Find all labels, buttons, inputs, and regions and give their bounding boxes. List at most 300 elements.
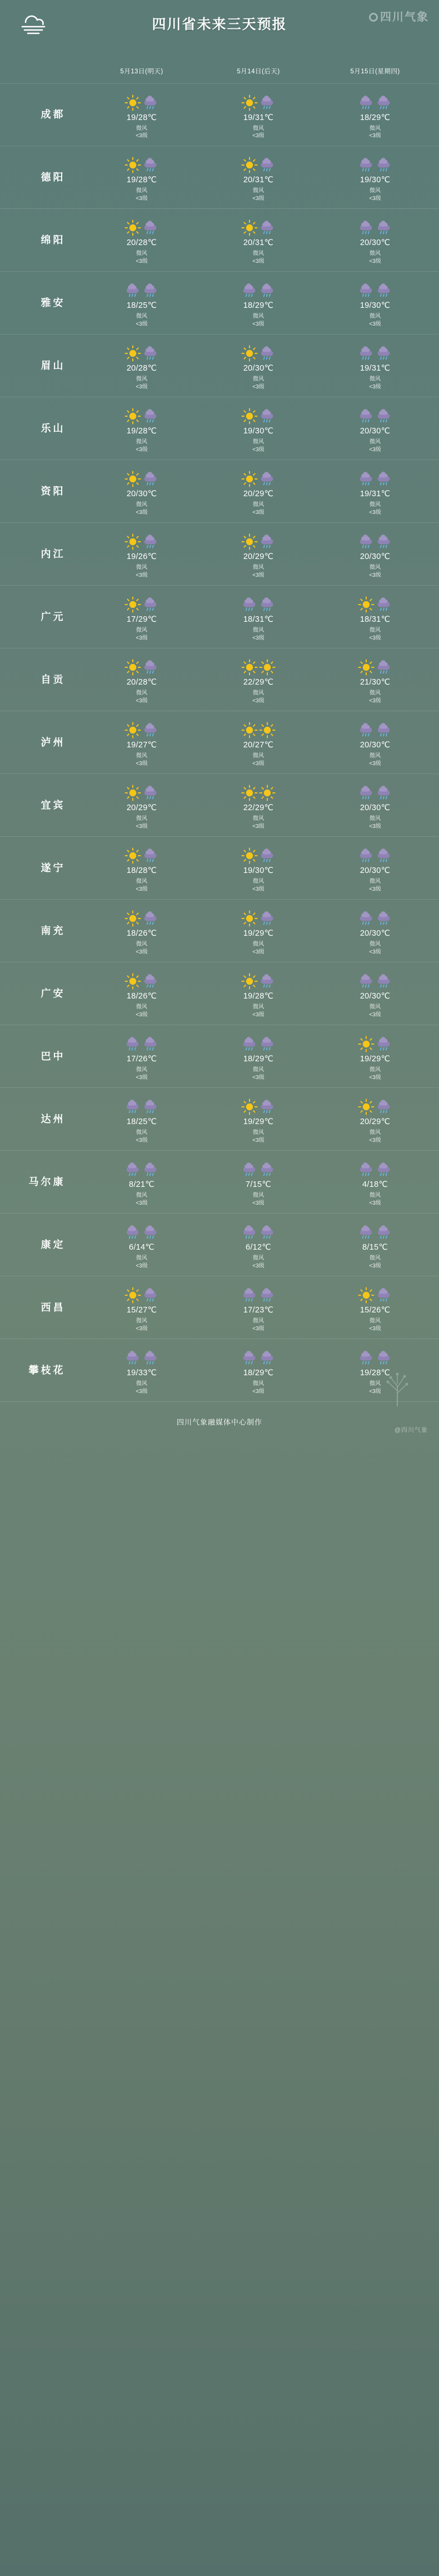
forecast-cell bbox=[83, 1088, 200, 1150]
forecast-cell bbox=[317, 1025, 433, 1087]
rain-cloud-icon bbox=[358, 533, 375, 550]
wind-level: <3级 bbox=[252, 823, 265, 830]
wind-label: 微风 bbox=[136, 690, 147, 696]
wind-label: 微风 bbox=[253, 376, 264, 382]
temperature-range: 18/26℃ bbox=[126, 929, 157, 938]
wind-info bbox=[369, 438, 381, 453]
city-name-char: 攀 bbox=[28, 1364, 39, 1376]
rain-cloud-icon bbox=[358, 1350, 375, 1366]
wind-level: <3级 bbox=[369, 509, 381, 516]
rain-cloud-icon bbox=[376, 345, 392, 362]
wind-level: <3级 bbox=[252, 258, 265, 264]
wind-label: 微风 bbox=[136, 1004, 147, 1010]
rain-cloud-icon bbox=[259, 1161, 276, 1178]
wind-info bbox=[252, 752, 264, 767]
wind-info bbox=[369, 690, 381, 705]
sun-icon bbox=[124, 533, 141, 550]
rain-cloud-icon bbox=[376, 533, 392, 550]
sun-icon bbox=[259, 722, 276, 738]
wind-level: <3级 bbox=[369, 446, 381, 453]
city-name-char: 安 bbox=[53, 987, 64, 999]
city-name-char: 安 bbox=[53, 297, 64, 308]
temperature-range: 20/27℃ bbox=[243, 741, 274, 750]
forecast-cells bbox=[83, 272, 439, 334]
forecast-cell bbox=[200, 272, 317, 334]
rain-cloud-icon bbox=[142, 596, 159, 613]
wind-info bbox=[252, 1066, 264, 1081]
wind-info bbox=[369, 627, 381, 642]
forecast-cells bbox=[83, 523, 439, 585]
forecast-cell bbox=[83, 1151, 200, 1213]
temperature-range: 19/26℃ bbox=[126, 552, 157, 561]
day-header-1: 5月14日(后天) bbox=[237, 68, 280, 75]
weather-icons bbox=[124, 343, 159, 362]
forecast-cell bbox=[200, 523, 317, 585]
temperature-range: 20/29℃ bbox=[360, 1117, 391, 1126]
wind-info bbox=[136, 878, 147, 893]
city-name bbox=[0, 1025, 83, 1087]
wind-level: <3级 bbox=[252, 1011, 265, 1018]
sun-icon bbox=[124, 722, 141, 738]
table-row bbox=[0, 397, 439, 460]
forecast-cells bbox=[83, 962, 439, 1025]
city-name bbox=[0, 1339, 83, 1401]
sun-icon bbox=[124, 847, 141, 864]
forecast-cell bbox=[317, 711, 433, 773]
table-row bbox=[0, 586, 439, 648]
wind-level: <3级 bbox=[252, 886, 265, 892]
wind-label: 微风 bbox=[136, 188, 147, 194]
weather-icons bbox=[241, 594, 276, 613]
wind-info bbox=[369, 1129, 381, 1144]
sun-icon bbox=[358, 596, 375, 613]
temperature-range: 18/29℃ bbox=[243, 1369, 274, 1377]
wind-info bbox=[136, 752, 147, 767]
city-name-char: 阳 bbox=[53, 485, 64, 497]
wind-label: 微风 bbox=[370, 565, 381, 571]
temperature-range: 20/28℃ bbox=[126, 678, 157, 687]
wind-level: <3级 bbox=[369, 886, 381, 892]
wind-level: <3级 bbox=[252, 1262, 265, 1269]
forecast-cell bbox=[200, 397, 317, 460]
rain-cloud-icon bbox=[241, 596, 258, 613]
sun-icon bbox=[358, 1099, 375, 1115]
temperature-range: 19/31℃ bbox=[360, 364, 391, 373]
temperature-range: 20/30℃ bbox=[360, 992, 391, 1001]
wind-level: <3级 bbox=[369, 1388, 381, 1395]
wind-level: <3级 bbox=[252, 635, 265, 641]
rain-cloud-icon bbox=[142, 157, 159, 173]
rain-cloud-icon bbox=[376, 659, 392, 676]
wind-info bbox=[252, 1004, 264, 1019]
wind-info bbox=[369, 1317, 381, 1332]
table-row bbox=[0, 83, 439, 146]
forecast-cell bbox=[83, 335, 200, 397]
wind-label: 微风 bbox=[136, 376, 147, 382]
forecast-cell bbox=[83, 1214, 200, 1276]
forecast-cells bbox=[83, 711, 439, 773]
temperature-range: 20/29℃ bbox=[126, 803, 157, 812]
wind-info bbox=[252, 564, 264, 579]
sun-icon bbox=[358, 659, 375, 676]
forecast-cell bbox=[200, 774, 317, 836]
wind-info bbox=[136, 1317, 147, 1332]
wind-label: 微风 bbox=[136, 313, 147, 319]
wind-info bbox=[369, 752, 381, 767]
weather-icons bbox=[358, 154, 392, 173]
forecast-cell bbox=[200, 460, 317, 522]
city-name bbox=[0, 84, 83, 146]
temperature-range: 18/31℃ bbox=[243, 615, 274, 624]
forecast-cells bbox=[83, 648, 439, 711]
table-row bbox=[0, 272, 439, 335]
wind-info bbox=[252, 250, 264, 265]
weather-icons bbox=[124, 971, 159, 990]
temperature-range: 19/31℃ bbox=[243, 113, 274, 122]
temperature-range: 20/31℃ bbox=[243, 238, 274, 247]
temperature-range: 17/29℃ bbox=[126, 615, 157, 624]
wind-label: 微风 bbox=[136, 502, 147, 508]
forecast-cell bbox=[317, 209, 433, 271]
weather-icons bbox=[241, 657, 276, 676]
sun-icon bbox=[241, 471, 258, 487]
wind-info bbox=[136, 125, 147, 140]
rain-cloud-icon bbox=[376, 408, 392, 425]
temperature-range: 22/29℃ bbox=[243, 803, 274, 812]
temperature-range: 20/30℃ bbox=[360, 741, 391, 750]
rain-cloud-icon bbox=[259, 596, 276, 613]
wind-level: <3级 bbox=[136, 133, 148, 139]
wind-level: <3级 bbox=[252, 1137, 265, 1144]
forecast-cell bbox=[317, 648, 433, 711]
rain-cloud-icon bbox=[259, 345, 276, 362]
wind-level: <3级 bbox=[136, 446, 148, 453]
rain-cloud-icon bbox=[241, 1224, 258, 1241]
city-name-char: 贡 bbox=[53, 673, 64, 685]
sun-icon bbox=[241, 722, 258, 738]
weather-icons bbox=[358, 531, 392, 550]
forecast-cells bbox=[83, 397, 439, 460]
weather-icons bbox=[241, 1096, 276, 1115]
rain-cloud-icon bbox=[376, 722, 392, 738]
wind-level: <3级 bbox=[369, 258, 381, 264]
temperature-range: 6/14℃ bbox=[128, 1243, 154, 1252]
sun-icon bbox=[124, 910, 141, 927]
rain-cloud-icon bbox=[124, 1036, 141, 1052]
brand-mark-icon bbox=[369, 13, 378, 22]
weather-icons bbox=[241, 1034, 276, 1052]
wind-info bbox=[136, 501, 147, 516]
weather-icons bbox=[241, 971, 276, 990]
temperature-range: 17/23℃ bbox=[243, 1306, 274, 1315]
wind-info bbox=[252, 313, 264, 328]
city-name-char: 阳 bbox=[53, 234, 64, 246]
rain-cloud-icon bbox=[376, 471, 392, 487]
rain-cloud-icon bbox=[376, 282, 392, 299]
wind-label: 微风 bbox=[253, 753, 264, 759]
wind-label: 微风 bbox=[370, 1004, 381, 1010]
rain-cloud-icon bbox=[358, 722, 375, 738]
brand-logo bbox=[362, 6, 429, 29]
wind-level: <3级 bbox=[252, 760, 265, 767]
temperature-range: 20/30℃ bbox=[360, 238, 391, 247]
wind-label: 微风 bbox=[253, 1318, 264, 1324]
rain-cloud-icon bbox=[259, 1099, 276, 1115]
forecast-cell bbox=[200, 1151, 317, 1213]
city-name-char: 泸 bbox=[41, 736, 52, 748]
rain-cloud-icon bbox=[142, 345, 159, 362]
wind-info bbox=[369, 941, 381, 956]
rain-cloud-icon bbox=[142, 219, 159, 236]
rain-cloud-icon bbox=[241, 282, 258, 299]
city-name bbox=[0, 774, 83, 836]
wind-level: <3级 bbox=[136, 1074, 148, 1081]
wind-label: 微风 bbox=[253, 1067, 264, 1073]
sun-icon bbox=[241, 219, 258, 236]
wind-info bbox=[136, 313, 147, 328]
rain-cloud-icon bbox=[142, 847, 159, 864]
wind-info bbox=[369, 376, 381, 391]
wind-label: 微风 bbox=[370, 376, 381, 382]
table-row bbox=[0, 146, 439, 209]
wind-level: <3级 bbox=[136, 195, 148, 202]
forecast-cells bbox=[83, 1151, 439, 1213]
table-row bbox=[0, 523, 439, 586]
city-name bbox=[0, 1088, 83, 1150]
temperature-range: 19/30℃ bbox=[360, 176, 391, 184]
wind-info bbox=[136, 187, 147, 202]
temperature-range: 18/26℃ bbox=[126, 992, 157, 1001]
temperature-range: 17/26℃ bbox=[126, 1055, 157, 1064]
forecast-cell bbox=[200, 711, 317, 773]
weather-icons bbox=[241, 1159, 276, 1178]
forecast-cells bbox=[83, 1025, 439, 1087]
rain-cloud-icon bbox=[124, 282, 141, 299]
wind-level: <3级 bbox=[369, 760, 381, 767]
weather-icons bbox=[241, 468, 276, 487]
temperature-range: 18/29℃ bbox=[360, 113, 391, 122]
forecast-cells bbox=[83, 146, 439, 208]
wind-label: 微风 bbox=[253, 125, 264, 132]
temperature-range: 20/30℃ bbox=[360, 866, 391, 875]
wind-info bbox=[136, 690, 147, 705]
wind-label: 微风 bbox=[253, 313, 264, 319]
wind-level: <3级 bbox=[369, 383, 381, 390]
weather-icons bbox=[124, 657, 159, 676]
rain-cloud-icon bbox=[142, 1036, 159, 1052]
city-name-char: 自 bbox=[41, 673, 52, 685]
weather-icons bbox=[124, 468, 159, 487]
table-row bbox=[0, 209, 439, 272]
sun-icon bbox=[241, 659, 258, 676]
city-name bbox=[0, 397, 83, 460]
forecast-cell bbox=[200, 962, 317, 1025]
weather-icons bbox=[358, 1159, 392, 1178]
wind-label: 微风 bbox=[136, 816, 147, 822]
rain-cloud-icon bbox=[142, 1224, 159, 1241]
forecast-cell bbox=[83, 774, 200, 836]
forecast-cell bbox=[317, 272, 433, 334]
wind-label: 微风 bbox=[370, 1381, 381, 1387]
weather-icons bbox=[124, 1347, 159, 1366]
wind-label: 微风 bbox=[253, 439, 264, 445]
city-name-char: 昌 bbox=[53, 1301, 64, 1313]
rain-cloud-icon bbox=[376, 1036, 392, 1052]
temperature-range: 8/15℃ bbox=[362, 1243, 388, 1252]
wind-level: <3级 bbox=[252, 446, 265, 453]
city-name bbox=[0, 523, 83, 585]
wind-info bbox=[136, 815, 147, 830]
wind-level: <3级 bbox=[369, 1074, 381, 1081]
wind-level: <3级 bbox=[252, 321, 265, 327]
forecast-cell bbox=[317, 1151, 433, 1213]
city-name-char: 元 bbox=[53, 611, 64, 622]
temperature-range: 18/31℃ bbox=[360, 615, 391, 624]
rain-cloud-icon bbox=[376, 973, 392, 990]
weather-icons bbox=[358, 720, 392, 738]
forecast-cell bbox=[83, 460, 200, 522]
table-row bbox=[0, 962, 439, 1025]
weather-icons bbox=[241, 845, 276, 864]
rain-cloud-icon bbox=[259, 282, 276, 299]
rain-cloud-icon bbox=[142, 1287, 159, 1304]
wind-level: <3级 bbox=[136, 760, 148, 767]
rain-cloud-icon bbox=[124, 1350, 141, 1366]
temperature-range: 19/29℃ bbox=[360, 1055, 391, 1064]
city-name-char: 南 bbox=[41, 925, 52, 936]
forecast-cells bbox=[83, 900, 439, 962]
wind-info bbox=[136, 1192, 147, 1207]
city-name-char: 达 bbox=[41, 1113, 52, 1125]
page-title: 四川省未来三天预报 bbox=[152, 17, 287, 32]
sun-icon bbox=[241, 785, 258, 801]
city-name bbox=[0, 900, 83, 962]
wind-info bbox=[252, 1380, 264, 1395]
rain-cloud-icon bbox=[358, 910, 375, 927]
table-row bbox=[0, 900, 439, 962]
weather-icons bbox=[241, 1285, 276, 1304]
forecast-cell bbox=[317, 335, 433, 397]
wind-level: <3级 bbox=[369, 1200, 381, 1206]
weather-icons bbox=[358, 468, 392, 487]
wind-level: <3级 bbox=[369, 635, 381, 641]
rain-cloud-icon bbox=[376, 596, 392, 613]
rain-cloud-icon bbox=[259, 1350, 276, 1366]
wind-label: 微风 bbox=[253, 1255, 264, 1261]
wind-info bbox=[252, 815, 264, 830]
temperature-range: 20/28℃ bbox=[126, 364, 157, 373]
temperature-range: 19/28℃ bbox=[360, 1369, 391, 1377]
temperature-range: 20/30℃ bbox=[243, 364, 274, 373]
wind-level: <3级 bbox=[252, 1325, 265, 1332]
city-name bbox=[0, 962, 83, 1025]
rain-cloud-icon bbox=[358, 157, 375, 173]
temperature-range: 6/12℃ bbox=[245, 1243, 271, 1252]
temperature-range: 20/30℃ bbox=[360, 552, 391, 561]
temperature-range: 19/33℃ bbox=[126, 1369, 157, 1377]
wind-info bbox=[252, 690, 264, 705]
city-name-char: 乐 bbox=[41, 422, 52, 434]
wind-level: <3级 bbox=[369, 948, 381, 955]
wind-level: <3级 bbox=[252, 133, 265, 139]
wind-info bbox=[252, 627, 264, 642]
wind-label: 微风 bbox=[253, 816, 264, 822]
weather-icons bbox=[241, 1222, 276, 1241]
weather-icons bbox=[124, 406, 159, 425]
temperature-range: 20/29℃ bbox=[243, 490, 274, 498]
rain-cloud-icon bbox=[142, 471, 159, 487]
sun-icon bbox=[241, 533, 258, 550]
wind-level: <3级 bbox=[252, 1200, 265, 1206]
wind-info bbox=[136, 1129, 147, 1144]
forecast-cells bbox=[83, 837, 439, 899]
wind-label: 微风 bbox=[136, 1067, 147, 1073]
temperature-range: 20/28℃ bbox=[126, 238, 157, 247]
wind-info bbox=[369, 501, 381, 516]
wind-label: 微风 bbox=[370, 1255, 381, 1261]
city-name-char: 成 bbox=[41, 109, 52, 121]
rain-cloud-icon bbox=[376, 94, 392, 111]
sun-icon bbox=[241, 345, 258, 362]
table-row bbox=[0, 460, 439, 523]
forecast-table bbox=[0, 83, 439, 1402]
forecast-cells bbox=[83, 1214, 439, 1276]
wind-label: 微风 bbox=[136, 878, 147, 885]
weather-icons bbox=[358, 1285, 392, 1304]
wind-info bbox=[369, 878, 381, 893]
forecast-cell bbox=[200, 586, 317, 648]
wind-label: 微风 bbox=[253, 565, 264, 571]
rain-cloud-icon bbox=[241, 1287, 258, 1304]
wind-info bbox=[252, 1129, 264, 1144]
page-footer bbox=[0, 1402, 439, 1441]
wind-label: 微风 bbox=[253, 690, 264, 696]
weather-icons bbox=[124, 531, 159, 550]
wind-level: <3级 bbox=[369, 1137, 381, 1144]
wind-label: 微风 bbox=[370, 313, 381, 319]
sun-icon bbox=[124, 408, 141, 425]
weather-icons bbox=[358, 1034, 392, 1052]
forecast-cell bbox=[317, 523, 433, 585]
rain-cloud-icon bbox=[259, 1287, 276, 1304]
table-row bbox=[0, 1214, 439, 1276]
wind-label: 微风 bbox=[136, 565, 147, 571]
rain-cloud-icon bbox=[358, 408, 375, 425]
sun-icon bbox=[358, 1036, 375, 1052]
wind-label: 微风 bbox=[136, 941, 147, 947]
table-row bbox=[0, 1025, 439, 1088]
forecast-cell bbox=[317, 900, 433, 962]
sun-icon bbox=[124, 345, 141, 362]
weather-icons bbox=[124, 154, 159, 173]
weather-icons bbox=[124, 92, 159, 111]
wind-label: 微风 bbox=[253, 251, 264, 257]
wind-level: <3级 bbox=[136, 635, 148, 641]
wind-info bbox=[369, 250, 381, 265]
wind-level: <3级 bbox=[252, 1388, 265, 1395]
table-row bbox=[0, 1276, 439, 1339]
wind-level: <3级 bbox=[136, 1325, 148, 1332]
city-name-char: 山 bbox=[53, 360, 64, 371]
temperature-range: 22/29℃ bbox=[243, 678, 274, 687]
wind-level: <3级 bbox=[136, 1262, 148, 1269]
weather-icons bbox=[124, 720, 159, 738]
forecast-cell bbox=[200, 146, 317, 208]
wind-info bbox=[369, 1255, 381, 1270]
sun-icon bbox=[259, 659, 276, 676]
weather-icons bbox=[241, 908, 276, 927]
weather-icons bbox=[358, 908, 392, 927]
